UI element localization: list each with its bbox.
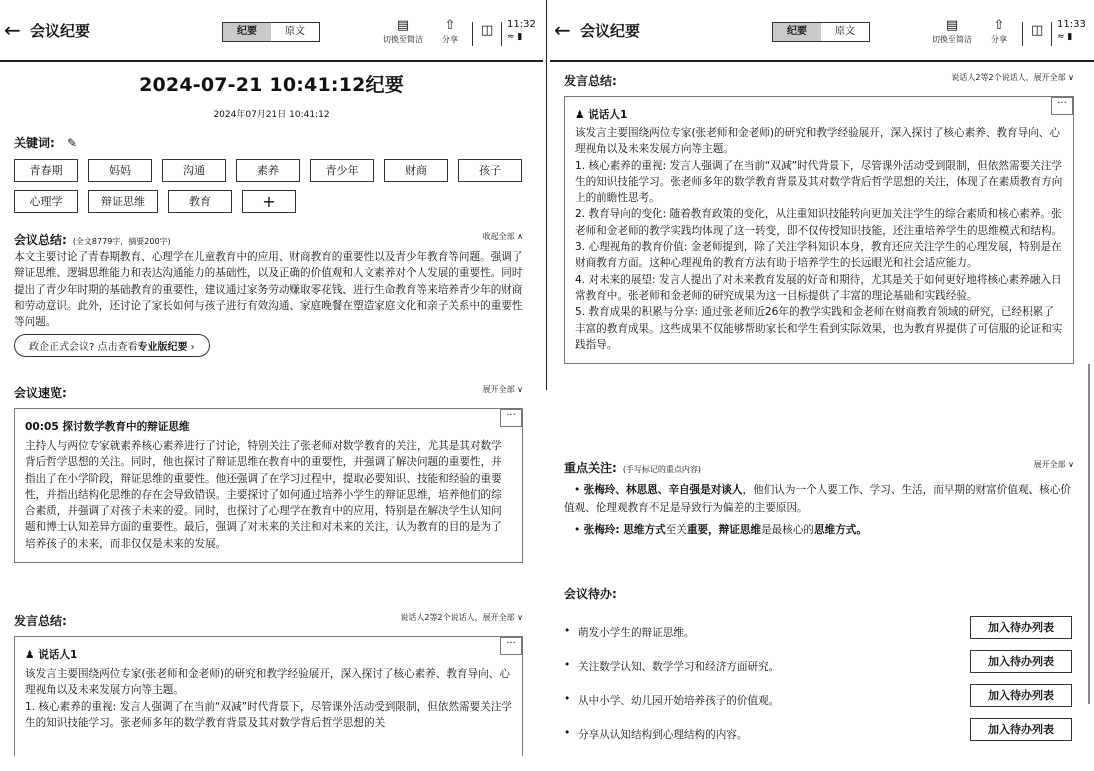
- wifi-battery-icon: ≈ ▮: [507, 32, 523, 42]
- todo-section: [564, 585, 1094, 752]
- focus-section: [564, 457, 1074, 539]
- pro-prefix: 政企正式会议? 点击查看: [29, 342, 138, 354]
- clock-time: 11:33: [1057, 19, 1086, 30]
- pro-summary-link[interactable]: [14, 334, 210, 357]
- keyword-tag[interactable]: 妈妈: [88, 159, 152, 182]
- keyword-tag[interactable]: 心理学: [14, 190, 78, 213]
- back-arrow-icon[interactable]: ←: [554, 18, 571, 42]
- window-icon[interactable]: ◫: [1031, 23, 1044, 38]
- bullet-icon: •: [574, 484, 581, 496]
- share-icon: ⇧: [444, 18, 456, 33]
- toolbar-divider: [472, 22, 473, 46]
- back-arrow-icon[interactable]: ←: [4, 18, 21, 42]
- summary-label: 会议总结:: [14, 233, 67, 247]
- bullet-icon: •: [564, 659, 571, 671]
- bullet-icon: •: [574, 524, 581, 536]
- page-title: 2024-07-21 10:41:12纪要: [139, 74, 404, 96]
- todo-label: 会议待办:: [564, 587, 617, 601]
- speaker-card: [564, 96, 1074, 364]
- tab-summary[interactable]: 纪要: [223, 23, 271, 41]
- keywords-label: 关键词:: [14, 136, 55, 150]
- overview-section: [14, 382, 523, 563]
- speech-section: [564, 70, 1074, 364]
- todo-list: [564, 616, 1094, 752]
- focus-header: [564, 457, 1074, 473]
- top-bar: [0, 0, 543, 62]
- focus-item-text: 至关: [665, 524, 687, 536]
- add-todo-button[interactable]: 加入待办列表: [970, 718, 1072, 741]
- more-options-icon[interactable]: ···: [500, 637, 522, 655]
- keyword-tag[interactable]: 孩子: [458, 159, 522, 182]
- keyword-tags: [14, 159, 523, 213]
- keyword-tag[interactable]: 青春期: [14, 159, 78, 182]
- document-icon: ▤: [396, 18, 410, 33]
- todo-item: [564, 616, 1094, 650]
- speech-paragraphs: [575, 125, 1063, 353]
- page-date: 2024年07月21日 10:41:12: [213, 110, 330, 120]
- speech-header: [564, 70, 1074, 86]
- top-bar: [550, 0, 1094, 62]
- summary-section: [14, 229, 523, 357]
- clock-time: 11:32: [507, 19, 536, 30]
- tab-original[interactable]: 原文: [835, 26, 855, 37]
- speaker-name-text: 说话人1: [38, 649, 78, 661]
- speech-section: [14, 610, 523, 756]
- more-options-icon[interactable]: ···: [500, 409, 522, 427]
- expand-all-button[interactable]: 展开全部 ∨: [1033, 460, 1074, 469]
- overview-title: 00:05 探讨数学教育中的辩证思维: [25, 421, 190, 433]
- keywords-section: [14, 134, 523, 213]
- add-todo-button[interactable]: 加入待办列表: [970, 684, 1072, 707]
- focus-item-text: ，他们认为一个人要工作、学习、生活，而早期的财富价值观、核心价值观、伦理观教育不足是导致行为偏差的主要原因。: [564, 484, 1071, 514]
- right-pane: [550, 0, 1094, 771]
- keyword-tag[interactable]: 沟通: [162, 159, 226, 182]
- keyword-tag[interactable]: 教育: [168, 190, 232, 213]
- todo-text: 从中小学、幼儿园开始培养孩子的价值观。: [578, 695, 780, 707]
- chevron-right-icon: ›: [187, 342, 195, 354]
- summary-header: [14, 229, 523, 245]
- bullet-icon: •: [564, 625, 571, 637]
- collapse-all-button[interactable]: 收起全部 ∧: [482, 232, 523, 241]
- keywords-heading: [14, 134, 523, 151]
- view-toggle: [772, 22, 870, 42]
- speech-text: 该发言主要围绕两位专家(张老师和金老师)的研究和教学经验展开，深入探讨了核心素养、教育导向、心理视角以及未来发展方向等主题。: [25, 668, 510, 697]
- keyword-tag[interactable]: 素养: [236, 159, 300, 182]
- speech-text: 1. 核心素养的重视: 发言人强调了在当前“双减”时代背景下，尽管课外活动受到限制，但依然需要关注学生的知识技能学习。张老师多年的数学教育背景及其对数学背后哲学思想的关: [25, 700, 512, 729]
- app-title: 会议纪要: [580, 22, 641, 40]
- person-icon: ♟: [25, 649, 35, 661]
- left-pane: [0, 0, 543, 771]
- bullet-icon: •: [564, 727, 571, 739]
- expand-all-button[interactable]: 展开全部 ∨: [482, 385, 523, 394]
- wifi-battery-icon: ≈ ▮: [1057, 32, 1073, 42]
- right-content[interactable]: [550, 64, 1094, 771]
- add-todo-button[interactable]: 加入待办列表: [970, 616, 1072, 639]
- speech-paragraph: 2. 教育导向的变化: 随着教育政策的变化，从注重知识技能转向更加关注学生的综合素质和核心素养。张老师和金老师的教学实践均体现了这一转变，即不仅传授知识技能，还注重培养学生的思维模式和结构。: [575, 208, 1063, 237]
- edit-icon[interactable]: ✎: [67, 136, 78, 150]
- keyword-tag[interactable]: 辩证思维: [88, 190, 158, 213]
- switch-simple-label: 切换至简洁: [932, 35, 972, 44]
- todo-text: 关注数学认知、数学学习和经济方面研究。: [578, 661, 780, 673]
- status-clock: [507, 19, 536, 43]
- add-keyword-button[interactable]: +: [242, 190, 296, 213]
- status-clock: [1057, 19, 1086, 43]
- toolbar-divider: [1051, 22, 1052, 46]
- window-icon[interactable]: ◫: [481, 23, 494, 38]
- speech-paragraph: 该发言主要围绕两位专家(张老师和金老师)的研究和教学经验展开，深入探讨了核心素养、教育导向、心理视角以及未来发展方向等主题。: [575, 127, 1060, 156]
- focus-item-text: 是最核心的: [761, 524, 815, 536]
- toolbar-divider: [1022, 22, 1023, 46]
- focus-item-bold: 张梅玲、林思恩、辛自强是对谈人: [583, 484, 743, 496]
- share-label: 分享: [442, 35, 458, 44]
- speech-label: 发言总结:: [564, 74, 617, 88]
- speaker-name: [575, 107, 1063, 122]
- keyword-tag[interactable]: 财商: [384, 159, 448, 182]
- overview-text: 主持人与两位专家就素养核心素养进行了讨论，特别关注了张老师对数学教育的关注，尤其是其对数学背后哲学思想的关注。同时，他也探讨了辩证思维在教育中的重要性，并强调了解决问题的重要性，并指出了在小学阶段，辩证思维的重要性。他还强调了在学习过程中，提取必要知识、技能和经验的重要性，并指出结构化思维的存在会导致错误。主要探讨了如何通过培养小学生的辩证思维，培养他们的综合素质，并强调了对孩子未来的爱。同时，也探讨了心理学在教育中的应用，特别是在解决学生认知问题和博士认知差异方面的重要性。最后，强调了对未来的关注和对未来的关注，认为教育的目的是为了培养孩子的未来，而非仅仅是未来的发展。: [25, 440, 502, 550]
- left-content[interactable]: [0, 64, 543, 771]
- focus-item-bold: 重要，辩证思维: [686, 524, 762, 536]
- share-button[interactable]: [991, 18, 1007, 45]
- switch-simple-button[interactable]: [383, 18, 423, 45]
- todo-text: 分享从认知结构到心理结构的内容。: [578, 729, 748, 741]
- view-toggle: [222, 22, 320, 42]
- todo-item: [564, 684, 1094, 718]
- speaker-name-text: 说话人1: [588, 109, 628, 121]
- overview-header: [14, 382, 523, 398]
- speech-paragraph: 5. 教育成果的积累与分享: 通过张老师近26年的教学实践和金老师在财商教育领域的研究，已经积累了丰富的教育成果。这些成果不仅能够帮助家长和学生看到实际效果，也为教育界提供了可信服的论证和实践指导。: [575, 306, 1063, 351]
- keyword-tag[interactable]: 青少年: [310, 159, 374, 182]
- focus-note: (手写标记的重点内容): [622, 465, 702, 474]
- focus-item: [564, 481, 1074, 517]
- focus-item-bold: 张梅玲: 思维方式: [583, 524, 666, 536]
- overview-label: 会议速览:: [14, 386, 67, 400]
- expand-speakers-button[interactable]: 说话人2等2个说话人，展开全部 ∨: [400, 613, 523, 622]
- speaker-name: [25, 647, 512, 662]
- person-icon: ♟: [575, 109, 585, 121]
- expand-speakers-button[interactable]: 说话人2等2个说话人，展开全部 ∨: [951, 73, 1074, 82]
- toolbar-divider: [501, 22, 502, 46]
- switch-simple-button[interactable]: [932, 18, 972, 45]
- speaker-card: [14, 636, 523, 756]
- switch-simple-label: 切换至简洁: [383, 35, 423, 44]
- tab-original[interactable]: 原文: [285, 26, 305, 37]
- speech-paragraph: 4. 对未来的展望: 发言人提出了对未来教育发展的好奇和期待，尤其是关于如何更好地将核心素养融入日常教育中。张老师和金老师的研究成果为这一目标提供了丰富的理论基础和实践经验。: [575, 273, 1062, 302]
- overview-card: [14, 408, 523, 563]
- summary-note: (全文8779字，摘要200字): [72, 237, 171, 246]
- todo-text: 萌发小学生的辩证思维。: [578, 627, 695, 639]
- speech-paragraph: 1. 核心素养的重视: 发言人强调了在当前“双减”时代背景下，尽管课外活动受到限制，但依然需要关注学生的知识技能学习。张老师多年的数学教育背景及其对数学背后哲学思想的关注，体现了在素质教育方向上的前瞻性思考。: [575, 159, 1063, 205]
- share-icon: ⇧: [993, 18, 1005, 33]
- todo-item: [564, 718, 1094, 752]
- focus-item: [564, 521, 1074, 539]
- add-todo-button[interactable]: 加入待办列表: [970, 650, 1072, 673]
- summary-text: 本文主要讨论了青春期教育、心理学在儿童教育中的应用、财商教育的重要性以及青少年教育等问题。强调了辩证思维、逻辑思维能力和表达沟通能力的基础性，以及正确的价值观和人文素养对个人发展的重要性。同时提出了青少年时期的基础教育的重要性，建议通过家务劳动赚取零花钱、进行生命教育等来培养青少年的财商和劳动意识。此外，还讨论了家长如何与孩子进行有效沟通、家庭晚餐在塑造家庭文化和亲子关系中的重要性等问题。: [14, 251, 523, 329]
- tab-summary[interactable]: 纪要: [773, 23, 821, 41]
- more-options-icon[interactable]: ···: [1051, 97, 1073, 115]
- focus-label: 重点关注:: [564, 461, 617, 475]
- bullet-icon: •: [564, 693, 571, 705]
- pro-link-text: 专业版纪要: [137, 342, 188, 354]
- speech-header: [14, 610, 523, 626]
- focus-item-bold: 思维方式。: [814, 524, 867, 536]
- todo-item: [564, 650, 1094, 684]
- speech-paragraph: 3. 心理视角的教育价值: 金老师提到，除了关注学科知识本身，教育还应关注学生的心理发展，特别是在财商教育方面。这种心理视角的教育方法有助于培养学生的长远眼光和社会适应能力。: [575, 241, 1062, 270]
- share-label: 分享: [991, 35, 1007, 44]
- share-button[interactable]: [442, 18, 458, 45]
- app-title: 会议纪要: [30, 22, 91, 40]
- speech-label: 发言总结:: [14, 614, 67, 628]
- document-icon: ▤: [945, 18, 959, 33]
- split-divider[interactable]: [543, 0, 550, 771]
